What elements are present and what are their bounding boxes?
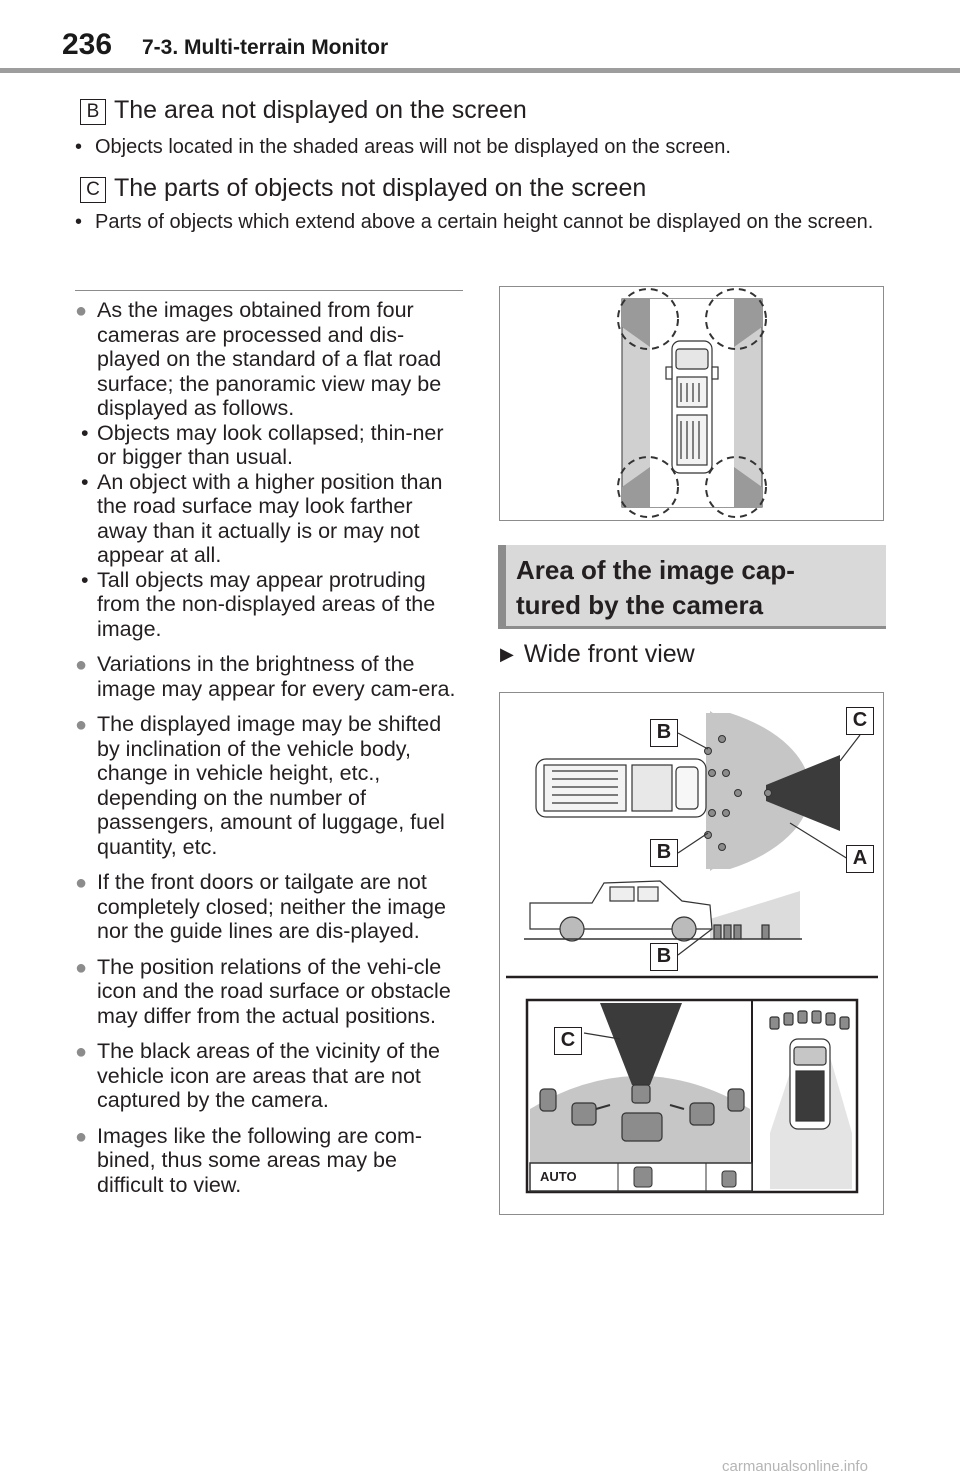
tag-c: C — [80, 177, 106, 203]
label-b-top: B — [650, 719, 678, 747]
label-c-screen: C — [554, 1027, 582, 1055]
label-c-top: C — [846, 707, 874, 735]
notes-column — [75, 298, 467, 1208]
section-b-bullet: • Objects located in the shaded areas will not be displayed on the screen. — [75, 132, 895, 162]
section-c-bullet: • Parts of objects which extend above a certain height cannot be displayed on the screen. — [75, 207, 895, 237]
section-b-title: B The area not displayed on the screen — [80, 96, 527, 125]
label-a: A — [846, 845, 874, 873]
watermark: carmanualsonline.info — [722, 1458, 868, 1475]
section-c-title: C The parts of objects not displayed on the screen — [80, 174, 646, 203]
area-heading — [498, 545, 886, 629]
chapter-title: 7-3. Multi-terrain Monitor — [142, 36, 389, 59]
vehicle-top-view-illustration — [500, 287, 883, 520]
circle-bullet-icon: ● — [75, 872, 88, 894]
column-rule — [75, 290, 463, 291]
area-heading-text: Area of the image cap- tured by the camera — [516, 555, 795, 620]
circle-bullet-icon: ● — [75, 956, 88, 979]
circle-bullet-icon: ● — [75, 1125, 88, 1148]
tag-b: B — [80, 99, 106, 125]
note-item: ● The displayed image may be shifted by inclination of the vehicle body, change in vehicle height, etc., depending on the number of passengers, amount of luggage, fuel quantity, etc. — [75, 712, 445, 859]
note-item: ● The black areas of the vicinity of the vehicle icon are areas that are not captured by the camera. — [75, 1039, 440, 1112]
triangle-pointer-icon: ▶ — [500, 644, 514, 664]
note-item: ● The position relations of the vehi-cle icon and the road surface or obstacle may differ from the actual positions. — [75, 954, 451, 1028]
sub-bullet: • An object with a higher position than the road surface may look farther away than it actually is or may not appear at all. — [81, 469, 443, 567]
blind-area-figure — [499, 286, 884, 521]
note-item: ● If the front doors or tailgate are not completely closed; neither the image nor the guide lines are dis-played. — [75, 870, 446, 943]
page-number: 236 — [62, 28, 113, 61]
bullet-dot: • — [75, 211, 83, 233]
note-item: ● Variations in the brightness of the image may appear for every cam-era. — [75, 652, 456, 701]
header-rule — [0, 68, 960, 73]
note-item: ● As the images obtained from four cameras are processed and dis-played on the standard of a flat road surface; the panoramic view may be displayed as follows. • Objects may look collapsed; thin-ner or bigger than usual. • An object with a higher position than the road surface may look farther away than it actually is or may not appear at all. • Tall objects may appear protruding from the non-displayed areas of the image. — [75, 298, 467, 641]
sub-bullet: • Tall objects may appear protruding from the non-displayed areas of the image. — [81, 567, 436, 641]
circle-bullet-icon: ● — [75, 1041, 88, 1063]
wide-front-view-illustration — [500, 693, 883, 1214]
heading-accent-bar — [498, 545, 506, 629]
bullet-dot: • — [75, 136, 83, 158]
note-item: ● Images like the following are com-bined, thus some areas may be difficult to view. — [75, 1123, 423, 1197]
label-b-bottom: B — [650, 943, 678, 971]
circle-bullet-icon: ● — [75, 654, 88, 676]
sub-bullet: • Objects may look collapsed; thin-ner or bigger than usual. — [81, 420, 444, 469]
circle-bullet-icon: ● — [75, 714, 88, 736]
heading-underline — [498, 626, 886, 629]
wide-front-view-label: ▶ Wide front view — [500, 640, 695, 668]
label-b-middle: B — [650, 839, 678, 867]
wide-front-view-figure — [499, 692, 884, 1215]
circle-bullet-icon: ● — [75, 300, 88, 322]
auto-mode-label: AUTO — [540, 1169, 577, 1184]
